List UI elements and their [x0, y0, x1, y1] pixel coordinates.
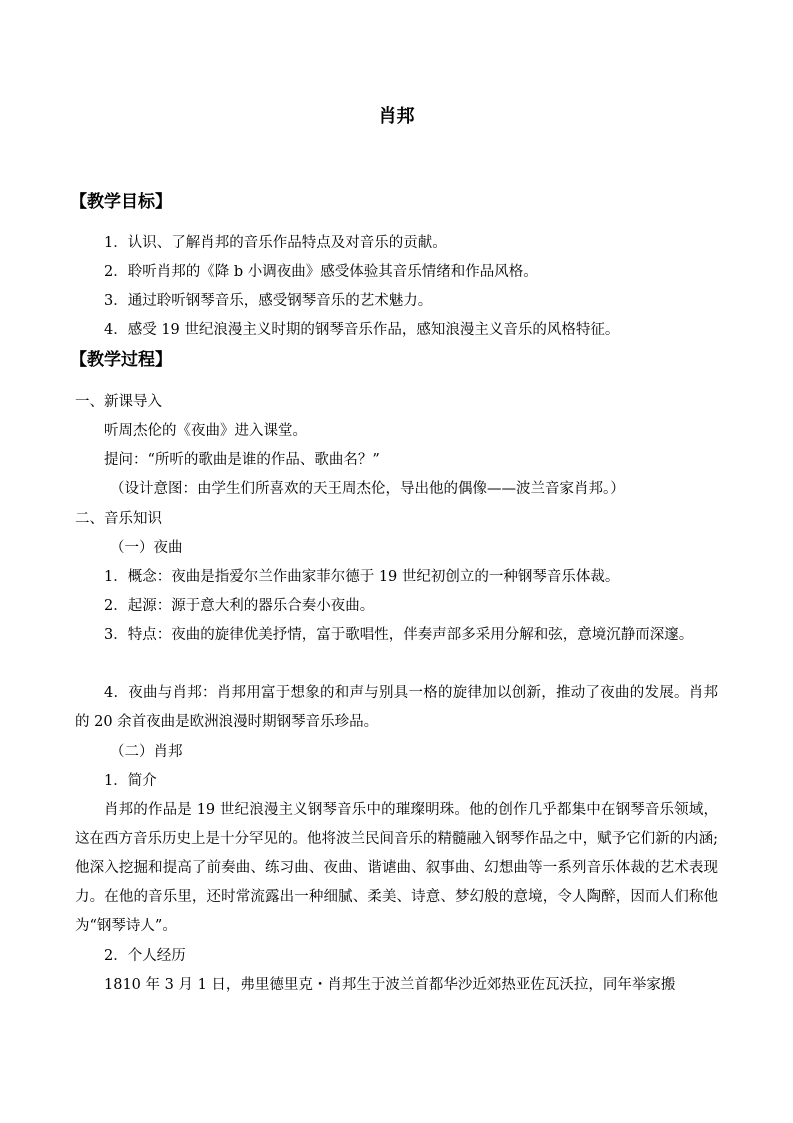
part1-line: 听周杰伦的《夜曲》进入课堂。 — [104, 423, 307, 439]
sub1-item: 1．概念：夜曲是指爱尔兰作曲家菲尔德于 19 世纪初创立的一种钢琴音乐体裁。 — [104, 569, 620, 585]
goal-item: 2．聆听肖邦的《降 b 小调夜曲》感受体验其音乐情绪和作品风格。 — [104, 264, 538, 280]
part1-line: （设计意图：由学生们所喜欢的天王周杰伦，导出他的偶像——波兰音家肖邦。） — [110, 481, 625, 497]
part1-title: 一、新课导入 — [75, 394, 162, 410]
goal-item: 1．认识、了解肖邦的音乐作品特点及对音乐的贡献。 — [104, 235, 447, 251]
document-title: 肖邦 — [378, 106, 415, 127]
part1-line: 提问：“所听的歌曲是谁的作品、歌曲名？” — [104, 452, 380, 468]
sub1-item: 2．起源：源于意大利的器乐合奏小夜曲。 — [104, 598, 375, 614]
goal-item: 4．感受 19 世纪浪漫主义时期的钢琴音乐作品，感知浪漫主义音乐的风格特征。 — [104, 322, 620, 338]
goals-heading: 【教学目标】 — [70, 192, 172, 212]
sub1-title: （一）夜曲 — [110, 540, 183, 556]
intro-title: 1．简介 — [104, 773, 157, 789]
goal-item: 3．通过聆听钢琴音乐，感受钢琴音乐的艺术魅力。 — [104, 293, 433, 309]
process-heading: 【教学过程】 — [70, 350, 172, 370]
intro-paragraph: 肖邦的作品是 19 世纪浪漫主义钢琴音乐中的璀璨明珠。他的创作几乎都集中在钢琴音乐领域，这在西方音乐历史上是十分罕见的。他将波兰民间音乐的精髓融入钢琴作品之中，赋予它们新的内涵; 他深入挖掘和提高了前奏曲、练习曲、夜曲、谐谑曲、叙事曲、幻想曲等一系列音乐体裁的艺术表现力。在他的音乐里，还时常流露出一种细腻、柔美、诗意、梦幻般的意境，令人陶醉，因而人们称他为“钢琴诗人”。 — [75, 802, 718, 934]
bio-text: 1810 年 3 月 1 日，弗里德里克・肖邦生于波兰首都华沙近郊热亚佐瓦沃拉，同年举家搬 — [104, 977, 676, 993]
part2-title: 二、音乐知识 — [75, 511, 162, 527]
sub1-item: 4．夜曲与肖邦：肖邦用富于想象的和声与别具一格的旋律加以创新，推动了夜曲的发展。肖邦的 20 余首夜曲是欧洲浪漫时期钢琴音乐珍品。 — [75, 685, 718, 730]
bio-title: 2．个人经历 — [104, 948, 186, 964]
sub1-item: 3．特点：夜曲的旋律优美抒情，富于歌唱性，伴奏声部多采用分解和弦，意境沉静而深邃。 — [104, 627, 694, 643]
sub2-title: （二）肖邦 — [110, 744, 183, 760]
